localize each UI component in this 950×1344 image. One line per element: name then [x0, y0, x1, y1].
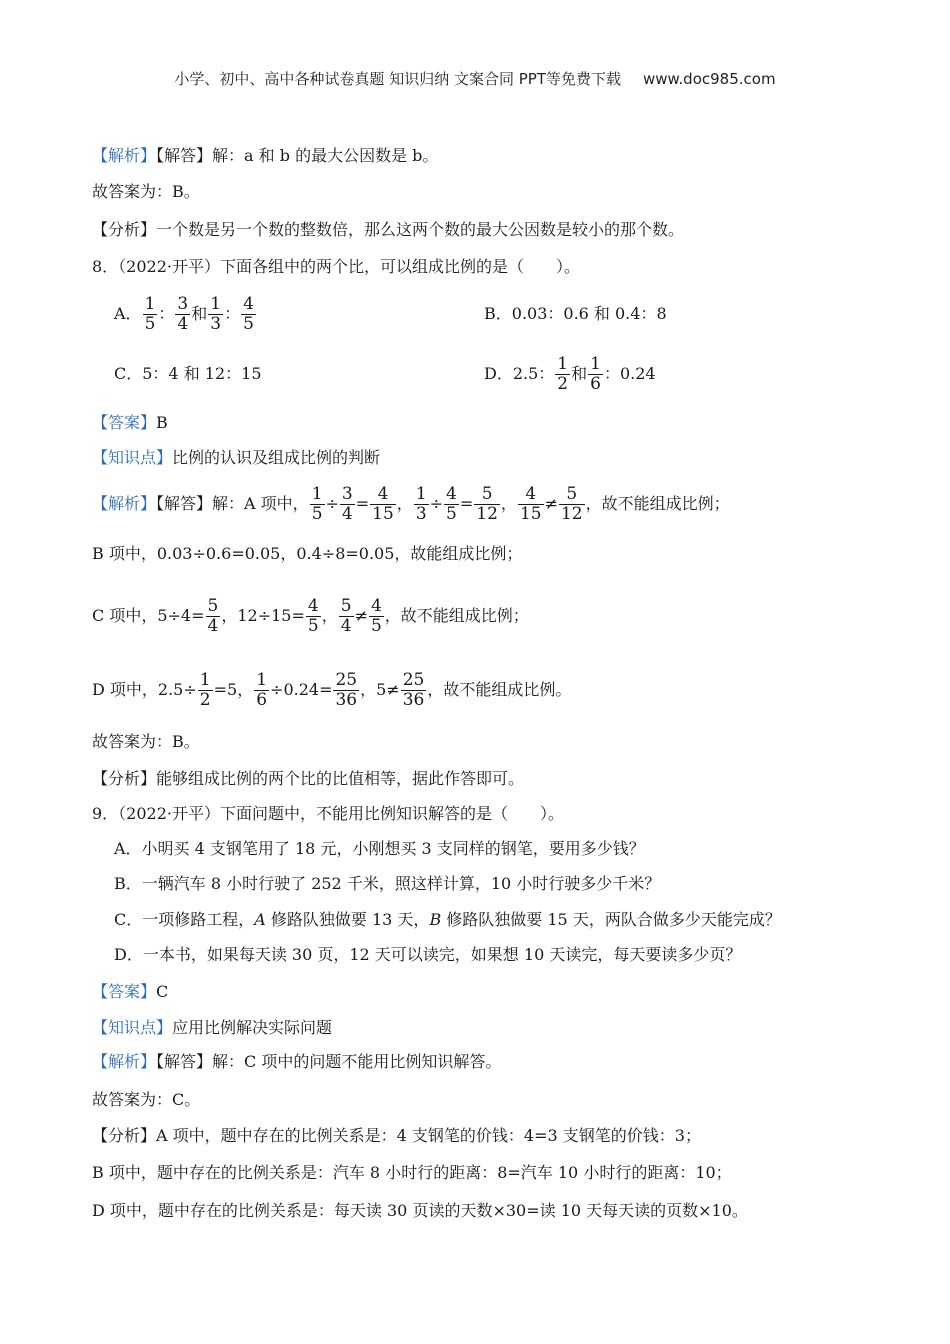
q9-fenxi-a — [92, 1124, 701, 1148]
q8-option-d: D．2.5： $\frac{1}{2}$ 和 $\frac{1}{6}$ ：0.24 — [484, 354, 656, 394]
q8-jiexi-b: B 项中，0.03÷0.6=0.05，0.4÷8=0.05，故能组成比例； — [92, 544, 523, 563]
tag-zhishidian: 【知识点】 — [92, 448, 173, 467]
q8-option-d-label: D．2.5： — [484, 364, 555, 383]
fraction-3-4: $\frac{3}{4}$ — [177, 294, 189, 334]
q8-option-d-tail: ：0.24 — [603, 364, 656, 383]
tag-jiexi: 【解析】 — [92, 146, 157, 165]
q8-stem: 8．（2022·开平）下面各组中的两个比，可以组成比例的是（ ）。 — [92, 257, 580, 276]
tag-zhishidian: 【知识点】 — [92, 1018, 173, 1037]
q7-jiexi — [92, 144, 438, 168]
q7-fenxi — [92, 218, 684, 242]
tag-daan: 【答案】 — [92, 413, 157, 432]
q9-option-b: B．一辆汽车 8 小时行驶了 252 千米，照这样计算，10 小时行驶多少千米？ — [114, 874, 661, 893]
q9-zhishidian — [92, 1016, 332, 1040]
q7-answer-line: 故答案为：B。 — [92, 182, 200, 201]
q8-answer-line: 故答案为：B。 — [92, 732, 200, 751]
q8-option-b: B．0.03：0.6 和 0.4：8 — [484, 304, 667, 323]
q8-option-a: A． $\frac{1}{5}$ ： $\frac{3}{4}$ 和 $\frac{1}{3}$ ： $\frac{4}{5}$ — [114, 294, 254, 334]
q9-fenxi-a-text: A 项中，题中存在的比例关系是：4 支钢笔的价钱：4=3 支钢笔的价钱：3； — [156, 1126, 701, 1145]
tag-jieda: 【解答】 — [156, 494, 213, 513]
q7-jiexi-text: 解：a 和 b 的最大公因数是 b。 — [212, 146, 439, 165]
tag-daan: 【答案】 — [92, 982, 157, 1001]
page-header — [0, 68, 950, 89]
tag-jieda: 【解答】 — [156, 146, 213, 165]
fraction-1-5: $\frac{1}{5}$ — [144, 294, 156, 334]
q9-fenxi-d: D 项中，题中存在的比例关系是：每天读 30 页读的天数×30=读 10 天每天读的页数×10。 — [92, 1201, 748, 1220]
fraction-1-6: $\frac{1}{6}$ — [590, 354, 601, 394]
q8-zhishidian-text: 比例的认识及组成比例的判断 — [172, 448, 381, 467]
q9-answer-line: 故答案为：C。 — [92, 1090, 201, 1109]
q9-jiexi — [92, 1050, 501, 1074]
tag-jiexi: 【解析】 — [92, 1052, 157, 1071]
q8-answer-value: B — [156, 413, 168, 432]
tag-fenxi: 【分析】 — [92, 769, 157, 788]
fraction-1-2: $\frac{1}{2}$ — [557, 354, 569, 394]
header-text: 小学、初中、高中各种试卷真题 知识归纳 文案合同 PPT等免费下载 — [174, 70, 621, 88]
q7-fenxi-text: 一个数是另一个数的整数倍，那么这两个数的最大公因数是较小的那个数。 — [156, 220, 685, 239]
q8-jiexi-d: D 项中，2.5÷ $\frac{1}{2}$ =5， $\frac{1}{6}$ ÷0.24= $\frac{25}{36}$ ，5≠ $\frac{25}{36}$ ，故不能组成比例。 — [92, 670, 572, 710]
q8-fenxi — [92, 767, 524, 791]
q9-option-c: C．一项修路工程，A 修路队独做要 13 天，B 修路队独做要 15 天，两队合做多少天能完成？ — [114, 910, 781, 929]
q8-zhishidian — [92, 446, 380, 470]
q8-fenxi-text: 能够组成比例的两个比的比值相等，据此作答即可。 — [156, 769, 525, 788]
q9-fenxi-b: B 项中，题中存在的比例关系是：汽车 8 小时行的距离：8=汽车 10 小时行的距离：10； — [92, 1163, 732, 1182]
fraction-1-3: $\frac{1}{3}$ — [210, 294, 222, 334]
fraction-4-5: $\frac{4}{5}$ — [243, 294, 254, 334]
q9-jiexi-text: 解：C 项中的问题不能用比例知识解答。 — [212, 1052, 502, 1071]
tag-jieda: 【解答】 — [156, 1052, 213, 1071]
q9-stem: 9．（2022·开平）下面问题中，不能用比例知识解答的是（ ）。 — [92, 804, 564, 823]
q9-answer — [92, 980, 168, 1004]
q8-jiexi-c: C 项中，5÷4= $\frac{5}{4}$ ，12÷15= $\frac{4}{5}$ ， $\frac{5}{4}$ ≠ $\frac{4}{5}$ ，故不能组成比例； — [92, 596, 529, 636]
q8-answer — [92, 411, 168, 435]
header-site-link[interactable]: www.doc985.com — [642, 70, 776, 88]
q8-jiexi-a: 【解析】【解答】解：A 项中， $\frac{1}{5}$ ÷ $\frac{3}{4}$ = $\frac{4}{15}$ ， $\frac{1}{3}$ ÷ $\frac{4}{5}$ = $\frac{5}{12}$ ， $\frac{4}{15}$ ≠ $\frac{5}{12}$ ，故不能组成比例； — [92, 484, 730, 524]
q9-option-d: D．一本书，如果每天读 30 页，12 天可以读完，如果想 10 天读完，每天要读多少页？ — [114, 945, 742, 964]
q9-option-a: A．小明买 4 支钢笔用了 18 元，小刚想买 3 支同样的钢笔，要用多少钱？ — [114, 839, 645, 858]
q9-zhishidian-text: 应用比例解决实际问题 — [172, 1018, 333, 1037]
q8-option-c: C．5：4 和 12：15 — [114, 364, 262, 383]
q9-answer-value: C — [156, 982, 169, 1001]
tag-fenxi: 【分析】 — [92, 220, 157, 239]
tag-fenxi: 【分析】 — [92, 1126, 157, 1145]
tag-jiexi: 【解析】 — [92, 494, 157, 513]
q8-option-a-label: A． — [114, 304, 142, 323]
